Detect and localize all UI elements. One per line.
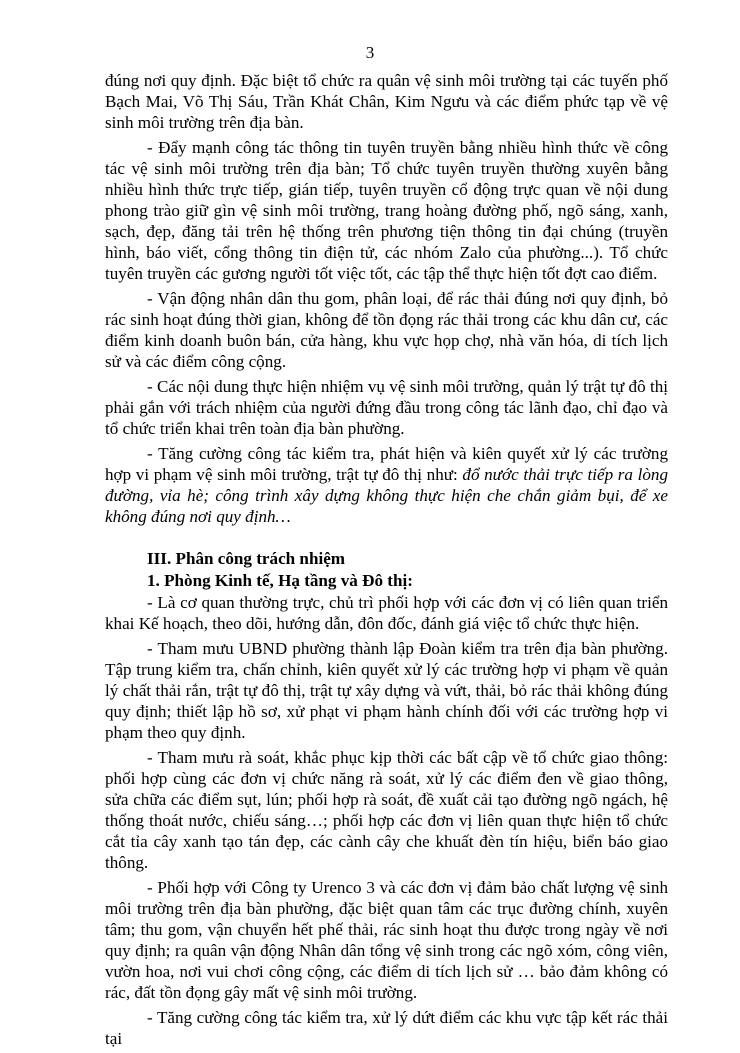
paragraph-text: - Tăng cường công tác kiểm tra, phát hiện và kiên quyết xử lý các trường hợp vi phạm vệ sinh môi trường, trật tự đô thị như: xyxy=(105,444,668,484)
paragraph: - Vận động nhân dân thu gom, phân loại, để rác thải đúng nơi quy định, bỏ rác sinh hoạt đúng thời gian, không để tồn đọng rác thải trong các khu dân cư, các điểm kinh doanh buôn bán, cửa hàng, khu vực họp chợ, nhà văn hóa, di tích lịch sử và các điểm công cộng. xyxy=(105,289,668,371)
paragraph-inspection xyxy=(105,443,668,527)
paragraph: - Tăng cường công tác kiểm tra, xử lý dứt điểm các khu vực tập kết rác thải tại xyxy=(105,1008,668,1048)
subsection-heading: 1. Phòng Kinh tế, Hạ tầng và Đô thị: xyxy=(147,571,413,590)
paragraph: - Phối hợp với Công ty Urenco 3 và các đơn vị đảm bảo chất lượng vệ sinh môi trường trên địa bàn phường, đặc biệt quan tâm các trục đường chính, xuyên tâm; thu gom, vận chuyển hết phế thải, rác sinh hoạt thu được trong ngày về nơi quy định; ra quân vận động Nhân dân tổng vệ sinh trong các ngõ xóm, công viên, vườn hoa, nơi vui chơi công cộng, các điểm di tích lịch sử … bảo đảm không có rác, đất tồn đọng gây mất vệ sinh môi trường. xyxy=(105,878,668,1002)
paragraph: - Đẩy mạnh công tác thông tin tuyên truyền bằng nhiều hình thức về công tác vệ sinh môi trường trên địa bàn; Tổ chức tuyên truyền thường xuyên bằng nhiều hình thức trực tiếp, gián tiếp, tuyên truyền cổ động trực quan về nội dung phong trào giữ gìn vệ sinh môi trường, trang hoàng đường phố, ngõ sáng, xanh, sạch, đẹp, đăng tải trên hệ thống trên phương tiện thông tin đại chúng (truyền hình, báo viết, cổng thông tin điện tử, các nhóm Zalo của phường...). Tổ chức tuyên truyền các gương người tốt việc tốt, các tập thể thực hiện tốt đợt cao điểm. xyxy=(105,138,668,283)
paragraph: - Là cơ quan thường trực, chủ trì phối hợp với các đơn vị có liên quan triển khai Kế hoạch, theo dõi, hướng dẫn, đôn đốc, đánh giá việc tổ chức thực hiện. xyxy=(105,593,668,633)
paragraph: - Các nội dung thực hiện nhiệm vụ vệ sinh môi trường, quản lý trật tự đô thị phải gắn với trách nhiệm của người đứng đầu trong công tác lãnh đạo, chỉ đạo và tổ chức triển khai trên toàn địa bàn phường. xyxy=(105,377,668,438)
paragraph: - Tham mưu UBND phường thành lập Đoàn kiểm tra trên địa bàn phường. Tập trung kiểm tra, chấn chỉnh, kiên quyết xử lý các trường hợp vi phạm về quản lý chất thải rắn, trật tự đô thị, trật tự xây dựng và vứt, thải, bỏ rác thải không đúng quy định; thiết lập hồ sơ, xử phạt vi phạm hành chính đối với các trường hợp vi phạm theo quy định. xyxy=(105,639,668,742)
section-heading: III. Phân công trách nhiệm xyxy=(147,549,346,568)
paragraph-italic-text: đổ nước thải trực tiếp ra lòng đường, vỉa hè; công trình xây dựng không thực hiện che chắn giảm bụi, để xe không đúng nơi quy định… xyxy=(105,465,668,526)
document-body xyxy=(105,70,668,1053)
paragraph: đúng nơi quy định. Đặc biệt tổ chức ra quân vệ sinh môi trường tại các tuyến phố Bạch Mai, Võ Thị Sáu, Trần Khát Chân, Kim Ngưu và các điểm phức tạp về vệ sinh môi trường trên địa bàn. xyxy=(105,71,668,132)
page-number: 3 xyxy=(365,43,375,62)
paragraph: - Tham mưu rà soát, khắc phục kịp thời các bất cập về tổ chức giao thông: phối hợp cùng các đơn vị chức năng rà soát, xử lý các điểm đen về giao thông, sửa chữa các điểm sụt, lún; phối hợp rà soát, đề xuất cải tạo đường ngõ ngách, hệ thống thoát nước, chiếu sáng…; phối hợp các đơn vị liên quan thực hiện tổ chức cắt tỉa cây xanh tạo tán đẹp, các cành cây che khuất đèn tín hiệu, biển báo giao thông. xyxy=(105,748,668,872)
